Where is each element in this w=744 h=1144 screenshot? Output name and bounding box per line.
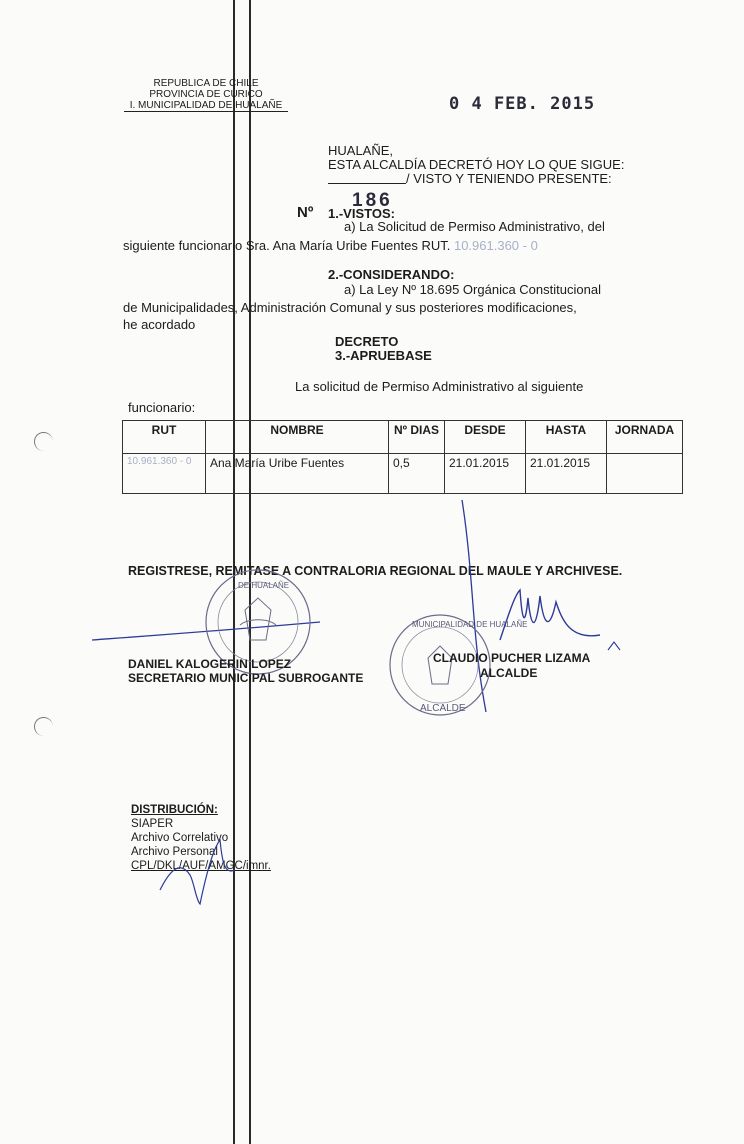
considerando-text-a: a) La Ley Nº 18.695 Orgánica Constitucional	[344, 282, 601, 297]
intro-line2-wrap: / VISTO Y TENIENDO PRESENTE:	[406, 171, 612, 186]
left-signer-title: SECRETARIO MUNICIPAL SUBROGANTE	[128, 671, 364, 685]
stamps-and-signatures	[0, 490, 744, 740]
header-jornada: JORNADA	[607, 421, 683, 454]
distribution-item: CPL/DKL/AUF/AMGC/imnr.	[131, 860, 271, 872]
considerando-heading: 2.-CONSIDERANDO:	[328, 267, 455, 282]
decreto-text-a: La solicitud de Permiso Administrativo al siguiente	[295, 379, 584, 394]
mayor-signature	[500, 590, 600, 640]
letterhead	[118, 78, 294, 112]
vistos-rut: 10.961.360 - 0	[453, 238, 538, 253]
pen-mark	[608, 642, 620, 650]
intro-line1: ESTA ALCALDÍA DECRETÓ HOY LO QUE SIGUE:	[328, 157, 625, 172]
decreto-text-b: funcionario:	[128, 400, 196, 415]
pen-stroke	[462, 500, 486, 712]
header-nombre: NOMBRE	[206, 421, 389, 454]
intro-line2: VISTO Y TENIENDO PRESENTE:	[413, 171, 612, 186]
cell-rut: 10.961.360 - 0	[123, 454, 206, 494]
header-desde: DESDE	[445, 421, 526, 454]
left-signer-name: DANIEL KALOGERIN LOPEZ	[128, 657, 292, 671]
closing-line: REGISTRESE, REMITASE A CONTRALORIA REGIONAL DEL MAULE Y ARCHIVESE.	[128, 564, 623, 578]
distribution-item: Archivo Correlativo	[131, 832, 229, 844]
initials-scribble	[150, 830, 260, 910]
decree-number-prefix: Nº	[297, 204, 314, 221]
table-row	[123, 454, 683, 494]
municipal-seal-right	[390, 615, 527, 715]
letterhead-republic: REPUBLICA DE CHILE	[153, 78, 259, 89]
distribution-item: SIAPER	[131, 818, 174, 830]
header-hasta: HASTA	[526, 421, 607, 454]
cell-dias: 0,5	[389, 454, 445, 494]
letterhead-province: PROVINCIA DE CURICO	[149, 89, 263, 100]
header-rut: RUT	[123, 421, 206, 454]
punch-hole	[34, 432, 53, 451]
vistos-heading: 1.-VISTOS:	[328, 206, 395, 221]
distribution-item: Archivo Personal	[131, 846, 218, 858]
cell-nombre: Ana María Uribe Fuentes	[206, 454, 389, 494]
permit-table	[122, 420, 683, 494]
date-stamp: 0 4 FEB. 2015	[449, 94, 596, 114]
vistos-text-b-wrap	[123, 237, 538, 254]
seal-right-top-text: MUNICIPALIDAD DE HUALAÑE	[412, 620, 528, 629]
decreto-heading: DECRETO	[335, 334, 399, 349]
vistos-text-a: a) La Solicitud de Permiso Administrativo, del	[344, 219, 605, 234]
seal-left-text: DE HUALAÑE	[238, 581, 290, 590]
apruebase-heading: 3.-APRUEBASE	[335, 348, 432, 363]
cell-jornada	[607, 454, 683, 494]
cell-desde: 21.01.2015	[445, 454, 526, 494]
blank-line	[328, 183, 406, 184]
table-header-row	[123, 421, 683, 454]
letterhead-municipality: I. MUNICIPALIDAD DE HUALAÑE	[124, 100, 289, 112]
vistos-text-b: siguiente funcionario Sra. Ana María Uribe Fuentes RUT.	[123, 238, 451, 253]
cell-hasta: 21.01.2015	[526, 454, 607, 494]
decree-number: 186	[352, 190, 393, 211]
seal-right-bottom-text: ALCALDE	[420, 703, 466, 714]
distribution-heading: DISTRIBUCIÓN:	[131, 804, 218, 816]
place: HUALAÑE,	[328, 143, 394, 158]
considerando-text-c: he acordado	[123, 317, 196, 332]
right-signer-name: CLAUDIO PUCHER LIZAMA	[433, 651, 591, 665]
considerando-text-b: de Municipalidades, Administración Comunal y sus posteriores modificaciones,	[123, 300, 577, 315]
header-dias: Nº DIAS	[389, 421, 445, 454]
right-signer-title: ALCALDE	[480, 666, 538, 680]
